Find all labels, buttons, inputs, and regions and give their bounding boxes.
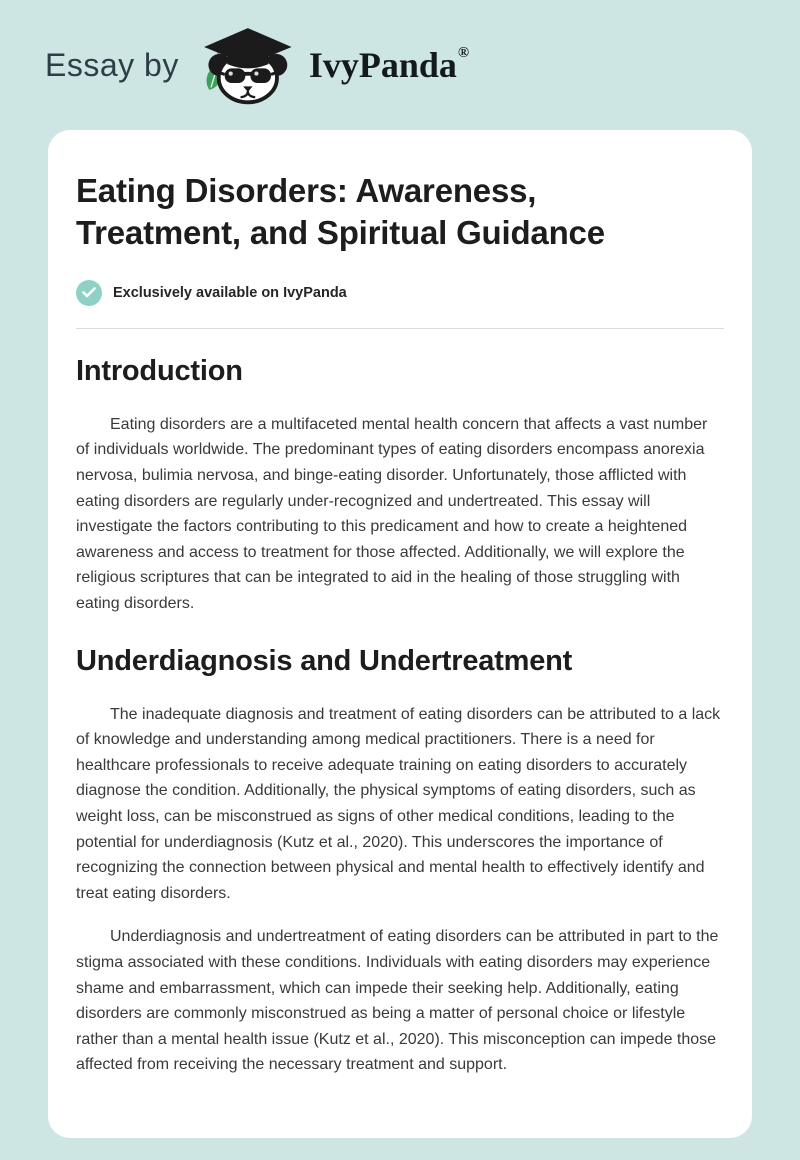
site-header	[0, 0, 800, 130]
section-heading-underdiagnosis: Underdiagnosis and Undertreatment	[76, 644, 573, 677]
section-heading-introduction: Introduction	[76, 354, 243, 387]
paragraph: The inadequate diagnosis and treatment of eating disorders can be attributed to a lack of knowledge and understanding among medical practitioners. There is a need for healthcare professionals to receive adequate training on eating disorders to accurately diagnose the condition. Additionally, the physical symptoms of eating disorders, such as weight loss, can be misconstrued as signs of other medical conditions, leading to the potential for underdiagnosis (Kutz et al., 2020). This underscores the importance of recognizing the connection between physical and mental health to effectively identify and treat eating disorders.	[76, 705, 721, 902]
essay-card	[48, 130, 752, 1138]
section-introduction	[76, 355, 724, 617]
brand-text: IvyPanda	[308, 45, 457, 85]
section-underdiagnosis	[76, 645, 724, 1078]
essay-title: Eating Disorders: Awareness, Treatment, and Spiritual Guidance	[76, 172, 605, 251]
brand-name	[309, 44, 469, 86]
availability-text: Exclusively available on IvyPanda	[113, 284, 347, 301]
paragraph: Eating disorders are a multifaceted mental health concern that affects a vast number of individuals worldwide. The predominant types of eating disorders encompass anorexia nervosa, bulimia nervosa, and binge-eating disorder. Unfortunately, those afflicted with eating disorders are regularly under-recognized and undertreated. This essay will investigate the factors contributing to this predicament and how to create a heightened awareness and access to treatment for those affected. Additionally, we will explore the religious scriptures that can be integrated to aid in the healing of those struggling with eating disorders.	[76, 415, 708, 612]
essay-by-label: Essay by	[45, 46, 179, 83]
availability-badge	[76, 280, 724, 306]
divider	[76, 328, 724, 329]
registered-trademark: ®	[457, 45, 470, 61]
check-circle-icon	[76, 280, 102, 306]
paragraph: Underdiagnosis and undertreatment of eating disorders can be attributed in part to the stigma associated with these conditions. Individuals with eating disorders may experience shame and embarrassment, which can impede their seeking help. Additionally, eating disorders are commonly misconstrued as being a matter of personal choice or lifestyle rather than a mental health issue (Kutz et al., 2020). This misconception can impede those affected from receiving the necessary treatment and support.	[76, 928, 719, 1074]
panda-graduate-icon	[199, 24, 295, 106]
